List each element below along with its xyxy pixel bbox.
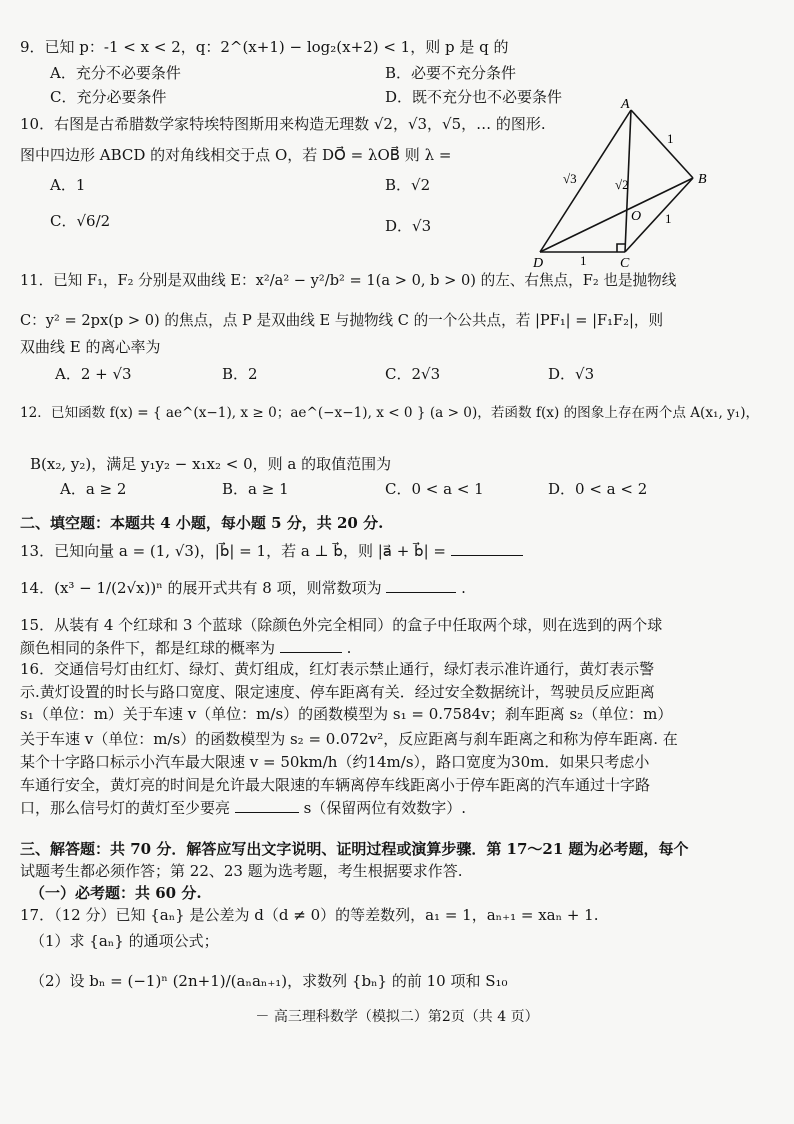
q16-stem-end: 口，那么信号灯的黄灯至少要亮 [20,799,231,817]
label-ad-length: √3 [563,171,577,186]
q10-geometry-figure [525,95,715,270]
q11-line2: C：y² = 2px(p > 0) 的焦点，点 P 是双曲线 E 与抛物线 C 的一个公共点，若 |PF₁| = |F₁F₂|，则 [20,312,664,329]
q11-option-a: A．2 + √3 [55,365,132,383]
right-angle-mark [617,244,625,252]
q9-option-d: D．既不充分也不必要条件 [385,88,563,106]
section3-title-line1: 三、解答题：共 70 分．解答应写出文字说明、证明过程或演算步骤．第 17～21 题为必考题，每个 [20,840,689,858]
q14-period: . [461,579,466,597]
label-dc-length: 1 [580,253,587,268]
q16-line1: 16．交通信号灯由红灯、绿灯、黄灯组成，红灯表示禁止通行，绿灯表示准许通行，黄灯表示警 [20,660,655,678]
q15-stem: 颜色相同的条件下，都是红球的概率为 [20,639,276,657]
label-ab-length: 1 [667,131,674,146]
label-point-o: O [631,209,642,224]
q11-option-c: C．2√3 [385,365,441,383]
q10-stem-line2: 图中四边形 ABCD 的对角线相交于点 O，若 DO⃗ = λOB⃗ 则 λ = [20,146,452,164]
q10-option-d: D．√3 [385,217,432,235]
q10-option-c: C．√6/2 [50,212,111,230]
section3-subtitle: （一）必考题：共 60 分. [30,884,202,902]
q17-part1: （1）求 {aₙ} 的通项公式； [30,932,219,950]
label-bc-length: 1 [665,211,672,226]
q9-option-b: B．必要不充分条件 [385,64,517,82]
q11-line3: 双曲线 E 的离心率为 [20,338,161,356]
q16-line7 [20,798,466,819]
label-point-a: A [621,97,630,112]
q17-stem: 17．（12 分）已知 {aₙ} 是公差为 d（d ≠ 0）的等差数列，a₁ = 1，aₙ₊₁ = xaₙ + 1. [20,906,599,924]
q13-text [20,541,523,562]
q16-unit: s（保留两位有效数字）. [303,799,467,817]
q10-stem-line1: 10．右图是古希腊数学家特埃特图斯用来构造无理数 √2，√3，√5，… 的图形. [20,115,546,133]
q11-option-b: B．2 [222,365,258,383]
label-point-b: B [698,172,707,187]
q14-text [20,578,466,599]
label-point-d: D [533,256,544,270]
q16-answer-blank[interactable] [235,798,299,813]
q10-option-b: B．√2 [385,176,431,194]
page-footer: － 高三理科数学（模拟二）第2页（共 4 页） [255,1009,539,1025]
q14-stem: 14．(x³ − 1/(2√x))ⁿ 的展开式共有 8 项，则常数项为 [20,579,382,597]
label-point-c: C [620,256,630,270]
edge-ab [631,110,693,178]
q12-line1: 12．已知函数 f(x) = { ae^(x−1), x ≥ 0；ae^(−x−1), x < 0 } (a > 0)，若函数 f(x) 的图象上存在两个点 A(x₁, y₁)， [20,405,760,421]
section3-title-line2: 试题考生都必须作答；第 22、23 题为选考题，考生根据要求作答. [20,862,463,880]
q16-line2: 示.黄灯设置的时长与路口宽度、限定速度、停车距离有关．经过安全数据统计，驾驶员反应距离 [20,683,655,701]
q15-line2 [20,638,351,659]
q11-option-d: D．√3 [548,365,595,383]
q17-part2: （2）设 bₙ = (−1)ⁿ (2n+1)/(aₙaₙ₊₁)，求数列 {bₙ} 的前 10 项和 S₁₀ [30,972,508,990]
q16-line3: s₁（单位：m）关于车速 v（单位：m/s）的函数模型为 s₁ = 0.7584v；刹车距离 s₂（单位：m） [20,705,673,723]
q15-answer-blank[interactable] [280,638,342,653]
q11-line1: 11．已知 F₁，F₂ 分别是双曲线 E：x²/a² − y²/b² = 1(a > 0, b > 0) 的左、右焦点，F₂ 也是抛物线 [20,272,677,289]
q16-line6: 车通行安全，黄灯亮的时间是允许最大限速的车辆离停车线距离小于停车距离的汽车通过十字路 [20,776,651,794]
q12-option-a: A．a ≥ 2 [60,480,127,498]
q12-line2: B(x₂, y₂)，满足 y₁y₂ − x₁x₂ < 0，则 a 的取值范围为 [30,455,392,473]
q16-line5: 某个十字路口标示小汽车最大限速 v = 50km/h（约14m/s），路口宽度为30m．如果只考虑小 [20,753,650,771]
q9-option-c: C．充分必要条件 [50,88,167,106]
q9-stem: 9．已知 p：-1 < x < 2，q：2^(x+1) − log₂(x+2) < 1，则 p 是 q 的 [20,38,509,56]
q16-line4: 关于车速 v（单位：m/s）的函数模型为 s₂ = 0.072v²，反应距离与刹车距离之和称为停车距离. 在 [20,730,678,748]
q15-period: . [346,639,352,657]
q14-answer-blank[interactable] [386,578,456,593]
section2-title: 二、填空题：本题共 4 小题，每小题 5 分，共 20 分. [20,514,384,532]
q13-stem: 13．已知向量 a = (1, √3)，|b⃗| = 1，若 a ⊥ b⃗，则 |a⃗ + b⃗| = [20,542,446,560]
q10-option-a: A．1 [50,176,86,194]
q9-option-a: A．充分不必要条件 [50,64,181,82]
q13-answer-blank[interactable] [451,541,523,556]
label-ac-length: √2 [615,177,629,192]
q12-option-c: C．0 < a < 1 [385,480,484,498]
q12-option-b: B．a ≥ 1 [222,480,289,498]
q15-line1: 15．从装有 4 个红球和 3 个蓝球（除颜色外完全相同）的盒子中任取两个球，则在选到的两个球 [20,616,663,634]
q12-option-d: D．0 < a < 2 [548,480,648,498]
